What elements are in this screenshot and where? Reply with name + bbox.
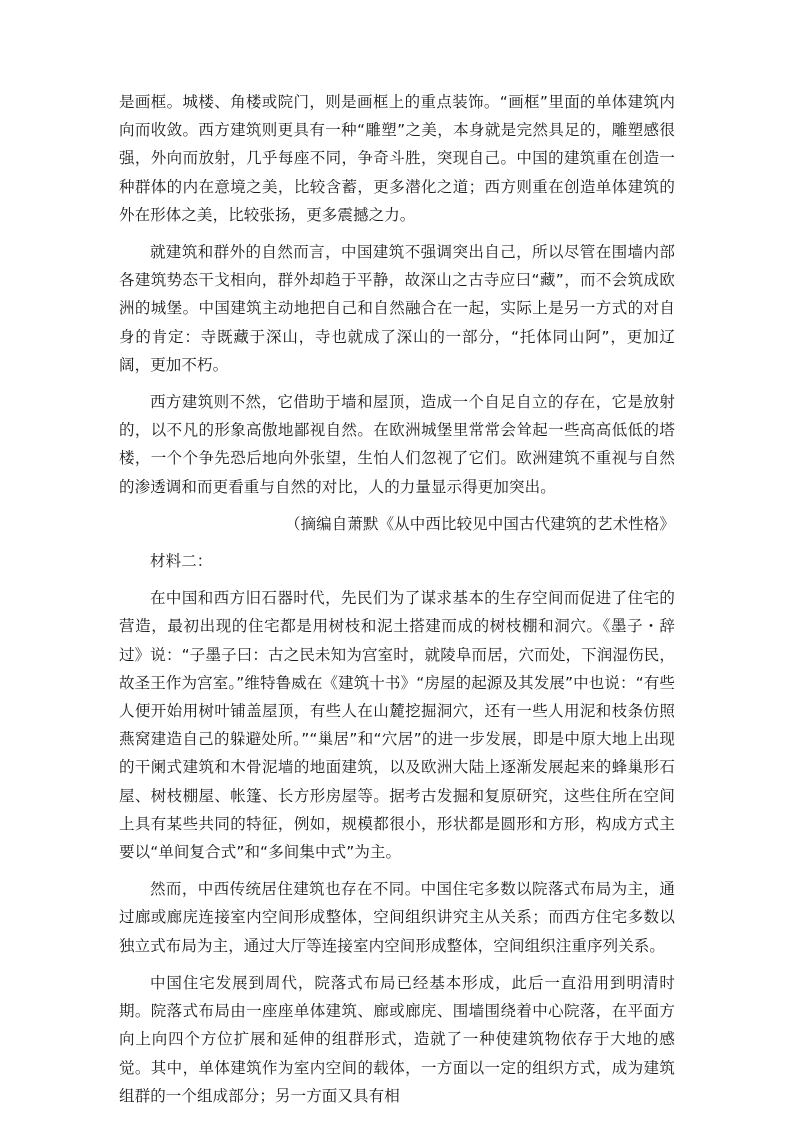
paragraph-5: 然而，中西传统居住建筑也存在不同。中国住宅多数以院落式布局为主，通过廊或廊庑连接室内空间形成整体，空间组织讲究主从关系；而西方住宅多数以独立式布局为主，通过大厅等连接室内空间形成整体，空间组织注重序列关系。 [119, 880, 675, 955]
source-citation: （摘编自萧默《从中西比较见中国古代建筑的艺术性格》 [284, 514, 675, 533]
paragraph-2: 就建筑和群外的自然而言，中国建筑不强调突出自己，所以尽管在围墙内部各建筑势态干戈相向，群外却趋于平静，故深山之古寺应曰“藏”，而不会筑成欧洲的城堡。中国建筑主动地把自己和自然融合在一起，实际上是另一方式的对自身的肯定：寺既藏于深山，寺也就成了深山的一部分，“托体同山阿”，更加辽阔，更加不朽。 [119, 243, 675, 374]
paragraph-4: 在中国和西方旧石器时代，先民们为了谋求基本的生存空间而促进了住宅的营造，最初出现的住宅都是用树枝和泥土搭建而成的树枝棚和洞穴。《墨子・辞过》说：“子墨子曰：古之民未知为宫室时，就陵阜而居，穴而处，下润湿伤民，故圣王作为宫室。”维特鲁威在《建筑十书》“房屋的起源及其发展”中也说：“有些人便开始用树叶铺盖屋顶，有些人在山麓挖掘洞穴，还有一些人用泥和枝条仿照燕窝建造自己的躲避处所。”“巢居”和“穴居”的进一步发展，即是中原大地上出现的干阑式建筑和木骨泥墙的地面建筑，以及欧洲大陆上逐渐发展起来的蜂巢形石屋、树枝棚屋、帐篷、长方形房屋等。据考古发掘和复原研究，这些住所在空间上具有某些共同的特征，例如，规模都很小，形状都是圆形和方形，构成方式主要以“单间复合式”和“多间集中式”为主。 [119, 589, 675, 862]
paragraph-1: 是画框。城楼、角楼或院门，则是画框上的重点装饰。“画框”里面的单体建筑内向而收敛。西方建筑则更具有一种“雕塑”之美，本身就是完然具足的，雕塑感很强，外向而放射，几乎每座不同，争奇斗胜，突现自己。中国的建筑重在创造一种群体的内在意境之美，比较含蓄，更多潜化之道；西方则重在创造单体建筑的外在形体之美，比较张扬，更多震撼之力。 [119, 93, 675, 224]
paragraph-6: 中国住宅发展到周代，院落式布局已经基本形成，此后一直沿用到明清时期。院落式布局由一座座单体建筑、廊或廊庑、围墙围绕着中心院落，在平面方向上向四个方位扩展和延伸的组群形式，造就了一种使建筑物依存于大地的感觉。其中，单体建筑作为室内空间的载体，一方面以一定的组织方式，成为建筑组群的一个组成部分；另一方面又具有相 [119, 973, 675, 1105]
material-heading: 材料二： [150, 552, 213, 571]
paragraph-3: 西方建筑则不然，它借助于墙和屋顶，造成一个自足自立的存在，它是放射的，以不凡的形象高傲地鄙视自然。在欧洲城堡里常常会耸起一些高高低低的塔楼，一个个争先恐后地向外张望，生怕人们忽视了它们。欧洲建筑不重视与自然的渗透调和而更看重与自然的对比，人的力量显示得更加突出。 [119, 393, 675, 496]
document-page [119, 88, 675, 1119]
